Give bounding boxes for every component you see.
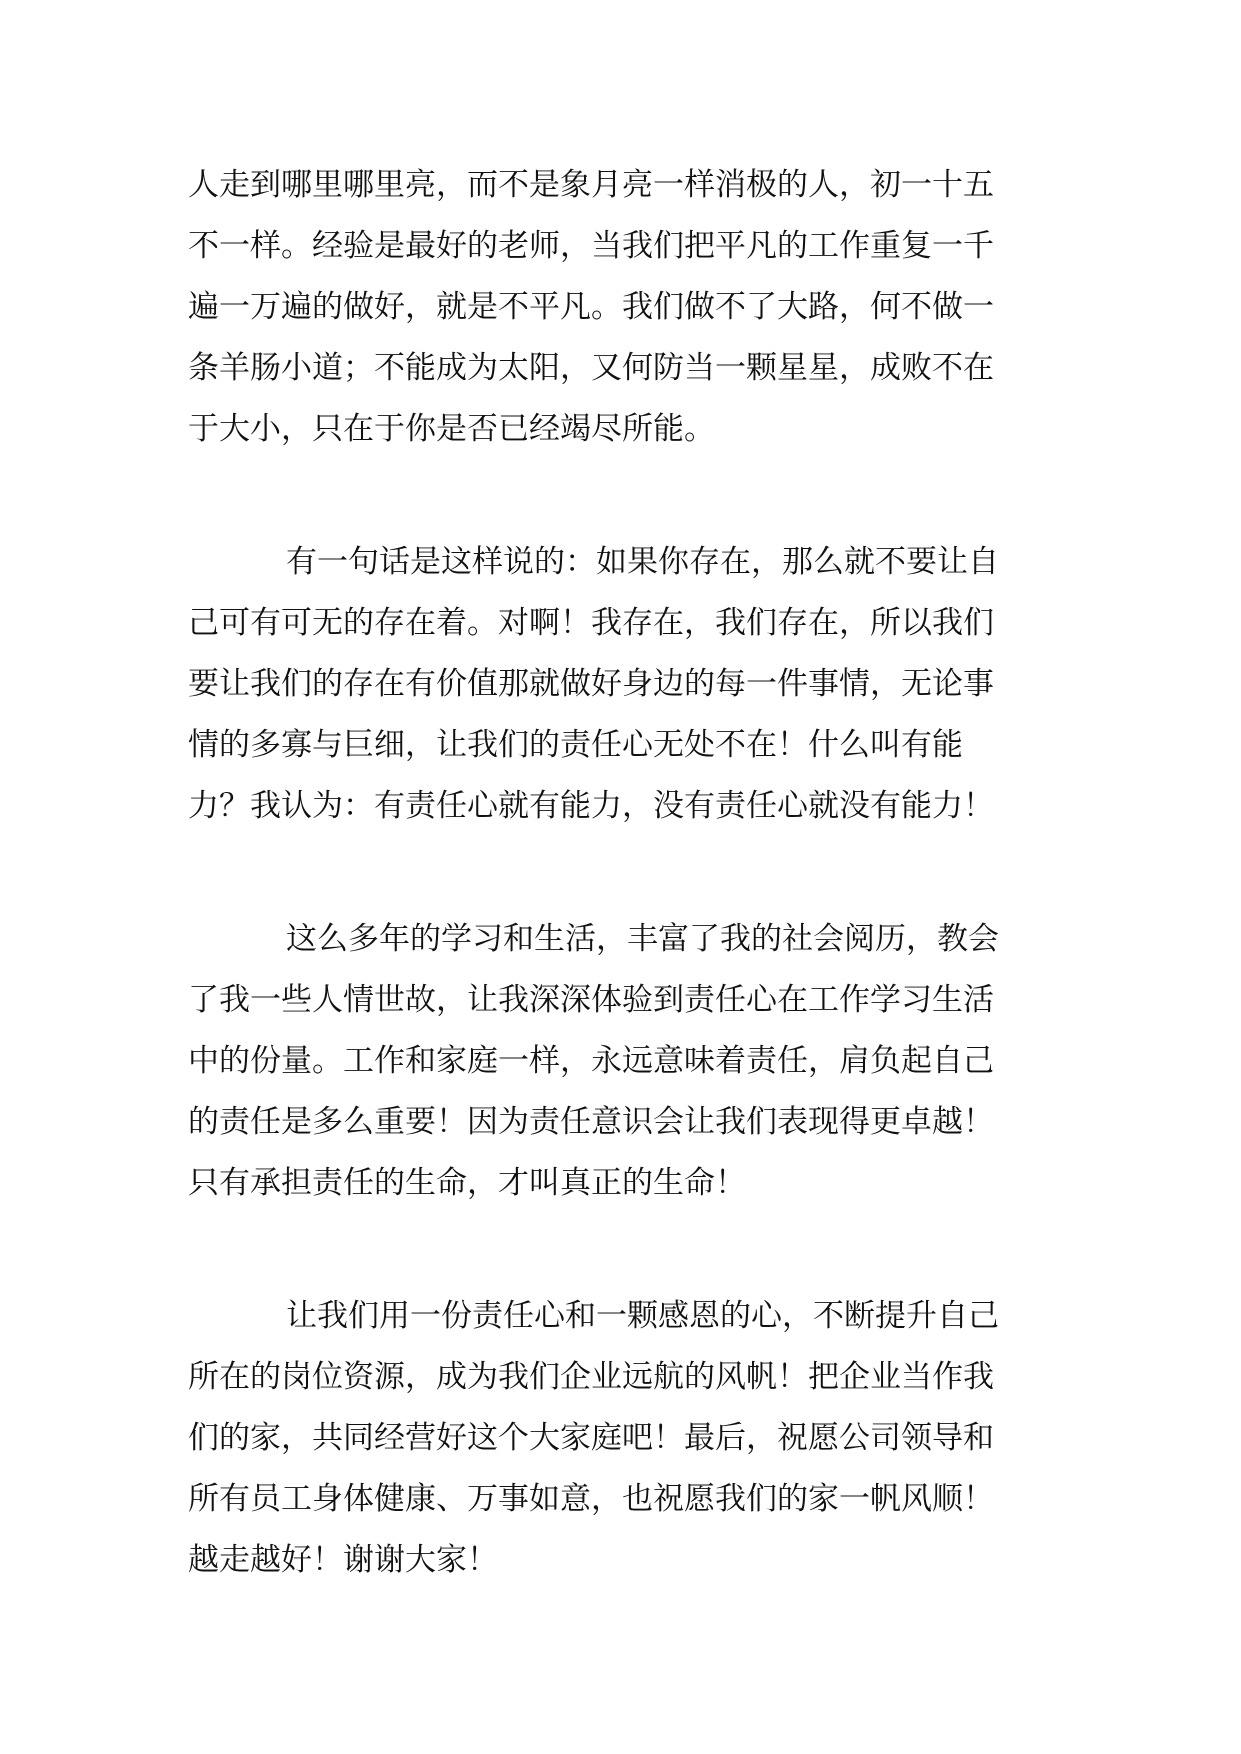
paragraph-1-line-3: 遍一万遍的做好，就是不平凡。我们做不了大路，何不做一 <box>188 289 994 325</box>
paragraph-1-line-4: 条羊肠小道；不能成为太阳，又何防当一颗星星，成败不在 <box>188 350 994 386</box>
paragraph-3-line-5: 只有承担责任的生命，才叫真正的生命！ <box>188 1165 746 1201</box>
document-body <box>188 155 1056 1591</box>
paragraph-4-line-5: 越走越好！谢谢大家！ <box>188 1542 498 1578</box>
paragraph-3-line-2: 了我一些人情世故，让我深深体验到责任心在工作学习生活 <box>188 982 994 1018</box>
paragraph-4 <box>188 1286 1056 1591</box>
paragraph-3-line-4: 的责任是多么重要！因为责任意识会让我们表现得更卓越！ <box>188 1104 994 1140</box>
paragraph-3-line-3: 中的份量。工作和家庭一样，永远意味着责任，肩负起自己 <box>188 1043 994 1079</box>
paragraph-3 <box>188 909 1056 1214</box>
paragraph-2-line-4: 情的多寡与巨细，让我们的责任心无处不在！什么叫有能 <box>188 727 963 763</box>
paragraph-4-line-1: 让我们用一份责任心和一颗感恩的心，不断提升自己 <box>286 1298 999 1334</box>
paragraph-4-line-2: 所在的岗位资源，成为我们企业远航的风帆！把企业当作我 <box>188 1359 994 1395</box>
paragraph-1-line-5: 于大小，只在于你是否已经竭尽所能。 <box>188 411 715 447</box>
paragraph-2-line-2: 己可有可无的存在着。对啊！我存在，我们存在，所以我们 <box>188 605 994 641</box>
paragraph-2 <box>188 532 1056 837</box>
paragraph-1 <box>188 155 1056 460</box>
paragraph-2-line-5: 力？我认为：有责任心就有能力，没有责任心就没有能力！ <box>188 788 994 824</box>
paragraph-3-line-1: 这么多年的学习和生活，丰富了我的社会阅历，教会 <box>286 921 999 957</box>
paragraph-1-line-2: 不一样。经验是最好的老师，当我们把平凡的工作重复一千 <box>188 228 994 264</box>
paragraph-2-line-1: 有一句话是这样说的：如果你存在，那么就不要让自 <box>286 544 999 580</box>
paragraph-1-line-1: 人走到哪里哪里亮，而不是象月亮一样消极的人，初一十五 <box>188 167 994 203</box>
paragraph-4-line-3: 们的家，共同经营好这个大家庭吧！最后，祝愿公司领导和 <box>188 1420 994 1456</box>
paragraph-4-line-4: 所有员工身体健康、万事如意，也祝愿我们的家一帆风顺！ <box>188 1481 994 1517</box>
paragraph-2-line-3: 要让我们的存在有价值那就做好身边的每一件事情，无论事 <box>188 666 994 702</box>
